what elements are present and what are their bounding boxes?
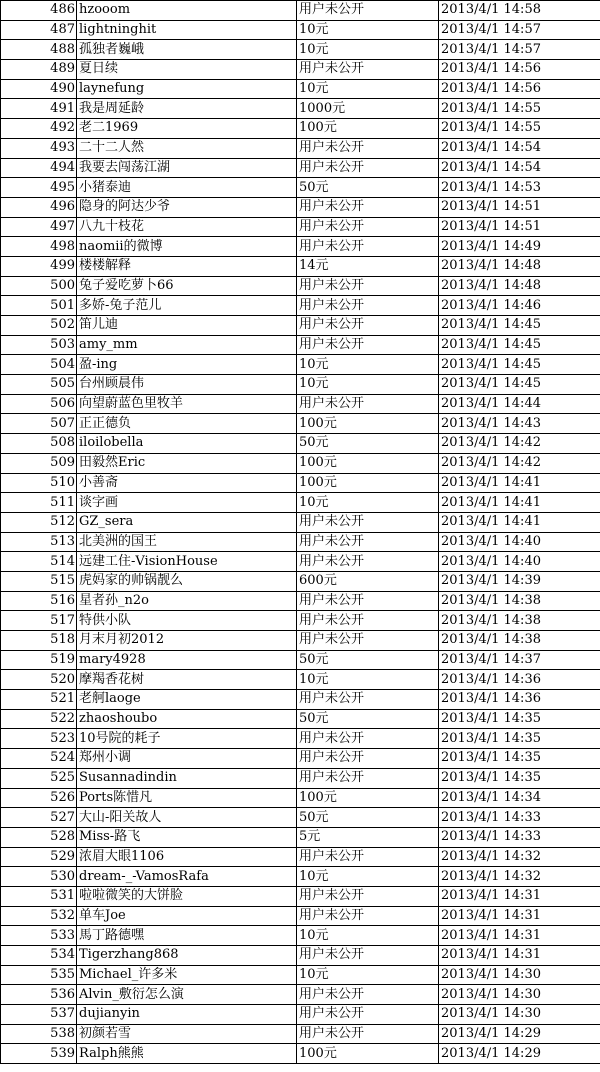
amount-cell: 用户未公开 [297, 512, 439, 532]
user-name-cell: 大山-阳关故人 [77, 808, 297, 828]
timestamp-cell: 2013/4/1 14:43 [439, 414, 600, 434]
amount-cell: 50元 [297, 434, 439, 454]
row-number-cell: 498 [1, 237, 77, 257]
row-number-cell: 497 [1, 217, 77, 237]
table-row [1, 414, 600, 434]
user-name-cell: 星者孙_n2o [77, 591, 297, 611]
row-number-cell: 496 [1, 197, 77, 217]
row-number-cell: 506 [1, 394, 77, 414]
user-name-cell: 远建工住-VisionHouse [77, 552, 297, 572]
table-row [1, 631, 600, 651]
timestamp-cell: 2013/4/1 14:42 [439, 434, 600, 454]
user-name-cell: GZ_sera [77, 512, 297, 532]
user-name-cell: Susannadindin [77, 768, 297, 788]
row-number-cell: 528 [1, 827, 77, 847]
user-name-cell: 向望蔚蓝色里牧羊 [77, 394, 297, 414]
amount-cell: 用户未公开 [297, 296, 439, 316]
user-name-cell: 隐身的阿达少爷 [77, 197, 297, 217]
amount-cell: 用户未公开 [297, 729, 439, 749]
user-name-cell: 田毅然Eric [77, 453, 297, 473]
table-row [1, 79, 600, 99]
row-number-cell: 508 [1, 434, 77, 454]
amount-cell: 50元 [297, 178, 439, 198]
timestamp-cell: 2013/4/1 14:31 [439, 926, 600, 946]
table-row [1, 355, 600, 375]
amount-cell: 50元 [297, 808, 439, 828]
row-number-cell: 522 [1, 709, 77, 729]
timestamp-cell: 2013/4/1 14:51 [439, 197, 600, 217]
row-number-cell: 494 [1, 158, 77, 178]
user-name-cell: lightninghit [77, 20, 297, 40]
row-number-cell: 518 [1, 631, 77, 651]
row-number-cell: 509 [1, 453, 77, 473]
amount-cell: 10元 [297, 867, 439, 887]
user-name-cell: 馬丁路德嘿 [77, 926, 297, 946]
user-name-cell: 浓眉大眼1106 [77, 847, 297, 867]
amount-cell: 100元 [297, 788, 439, 808]
table-row [1, 296, 600, 316]
timestamp-cell: 2013/4/1 14:51 [439, 217, 600, 237]
timestamp-cell: 2013/4/1 14:37 [439, 650, 600, 670]
table-row [1, 611, 600, 631]
user-name-cell: 老舸laoge [77, 690, 297, 710]
user-name-cell: 小善斋 [77, 473, 297, 493]
timestamp-cell: 2013/4/1 14:32 [439, 847, 600, 867]
row-number-cell: 492 [1, 119, 77, 139]
timestamp-cell: 2013/4/1 14:45 [439, 335, 600, 355]
table-row [1, 1044, 600, 1064]
user-name-cell: 台州顾晨伟 [77, 375, 297, 395]
timestamp-cell: 2013/4/1 14:38 [439, 611, 600, 631]
table-row [1, 394, 600, 414]
row-number-cell: 525 [1, 768, 77, 788]
row-number-cell: 523 [1, 729, 77, 749]
table-row [1, 20, 600, 40]
table-row [1, 1, 600, 21]
user-name-cell: 10号院的耗子 [77, 729, 297, 749]
table-row [1, 99, 600, 119]
user-name-cell: 二十二人然 [77, 138, 297, 158]
table-row [1, 375, 600, 395]
user-name-cell: 摩羯香花树 [77, 670, 297, 690]
amount-cell: 10元 [297, 926, 439, 946]
timestamp-cell: 2013/4/1 14:40 [439, 532, 600, 552]
amount-cell: 50元 [297, 709, 439, 729]
table-row [1, 138, 600, 158]
user-name-cell: 月末月初2012 [77, 631, 297, 651]
timestamp-cell: 2013/4/1 14:45 [439, 375, 600, 395]
amount-cell: 用户未公开 [297, 1005, 439, 1025]
table-row [1, 670, 600, 690]
timestamp-cell: 2013/4/1 14:41 [439, 512, 600, 532]
row-number-cell: 510 [1, 473, 77, 493]
user-name-cell: 单车Joe [77, 906, 297, 926]
amount-cell: 用户未公开 [297, 158, 439, 178]
table-row [1, 197, 600, 217]
timestamp-cell: 2013/4/1 14:40 [439, 552, 600, 572]
row-number-cell: 512 [1, 512, 77, 532]
user-name-cell: Michael_许多米 [77, 965, 297, 985]
amount-cell: 用户未公开 [297, 611, 439, 631]
table-row [1, 512, 600, 532]
row-number-cell: 501 [1, 296, 77, 316]
user-name-cell: mary4928 [77, 650, 297, 670]
user-name-cell: 谈字画 [77, 493, 297, 513]
table-row [1, 473, 600, 493]
timestamp-cell: 2013/4/1 14:35 [439, 749, 600, 769]
timestamp-cell: 2013/4/1 14:45 [439, 316, 600, 336]
amount-cell: 用户未公开 [297, 394, 439, 414]
row-number-cell: 495 [1, 178, 77, 198]
user-name-cell: 八九十枝花 [77, 217, 297, 237]
row-number-cell: 526 [1, 788, 77, 808]
amount-cell: 50元 [297, 650, 439, 670]
amount-cell: 10元 [297, 375, 439, 395]
table-row [1, 690, 600, 710]
timestamp-cell: 2013/4/1 14:41 [439, 473, 600, 493]
user-name-cell: 盈-ing [77, 355, 297, 375]
user-name-cell: 孤独者巍峨 [77, 40, 297, 60]
user-name-cell: 楼楼解释 [77, 256, 297, 276]
timestamp-cell: 2013/4/1 14:45 [439, 355, 600, 375]
row-number-cell: 515 [1, 571, 77, 591]
row-number-cell: 527 [1, 808, 77, 828]
user-name-cell: dream-_-VamosRafa [77, 867, 297, 887]
amount-cell: 10元 [297, 670, 439, 690]
timestamp-cell: 2013/4/1 14:36 [439, 670, 600, 690]
row-number-cell: 536 [1, 985, 77, 1005]
row-number-cell: 505 [1, 375, 77, 395]
table-row [1, 119, 600, 139]
timestamp-cell: 2013/4/1 14:34 [439, 788, 600, 808]
table-row [1, 788, 600, 808]
table-row [1, 729, 600, 749]
timestamp-cell: 2013/4/1 14:54 [439, 158, 600, 178]
timestamp-cell: 2013/4/1 14:30 [439, 1005, 600, 1025]
row-number-cell: 513 [1, 532, 77, 552]
table-row [1, 532, 600, 552]
amount-cell: 5元 [297, 827, 439, 847]
amount-cell: 用户未公开 [297, 197, 439, 217]
timestamp-cell: 2013/4/1 14:36 [439, 690, 600, 710]
row-number-cell: 520 [1, 670, 77, 690]
timestamp-cell: 2013/4/1 14:57 [439, 20, 600, 40]
row-number-cell: 517 [1, 611, 77, 631]
row-number-cell: 519 [1, 650, 77, 670]
table-row [1, 808, 600, 828]
amount-cell: 用户未公开 [297, 138, 439, 158]
row-number-cell: 499 [1, 256, 77, 276]
row-number-cell: 488 [1, 40, 77, 60]
row-number-cell: 491 [1, 99, 77, 119]
timestamp-cell: 2013/4/1 14:31 [439, 946, 600, 966]
amount-cell: 用户未公开 [297, 552, 439, 572]
user-name-cell: 啦啦微笑的大饼脸 [77, 886, 297, 906]
user-name-cell: 我要去闯荡江湖 [77, 158, 297, 178]
row-number-cell: 504 [1, 355, 77, 375]
user-name-cell: Ports陈惜凡 [77, 788, 297, 808]
timestamp-cell: 2013/4/1 14:35 [439, 768, 600, 788]
timestamp-cell: 2013/4/1 14:38 [439, 591, 600, 611]
amount-cell: 用户未公开 [297, 591, 439, 611]
row-number-cell: 529 [1, 847, 77, 867]
user-name-cell: 北美洲的国王 [77, 532, 297, 552]
amount-cell: 用户未公开 [297, 316, 439, 336]
timestamp-cell: 2013/4/1 14:30 [439, 985, 600, 1005]
row-number-cell: 500 [1, 276, 77, 296]
table-row [1, 650, 600, 670]
user-name-cell: 正正德负 [77, 414, 297, 434]
table-row [1, 237, 600, 257]
amount-cell: 14元 [297, 256, 439, 276]
table-row [1, 965, 600, 985]
user-name-cell: dujianyin [77, 1005, 297, 1025]
table-row [1, 316, 600, 336]
table-row [1, 434, 600, 454]
row-number-cell: 538 [1, 1024, 77, 1044]
amount-cell: 用户未公开 [297, 1, 439, 21]
user-name-cell: 我是周延龄 [77, 99, 297, 119]
timestamp-cell: 2013/4/1 14:31 [439, 906, 600, 926]
amount-cell: 用户未公开 [297, 768, 439, 788]
timestamp-cell: 2013/4/1 14:55 [439, 99, 600, 119]
user-name-cell: naomii的微博 [77, 237, 297, 257]
timestamp-cell: 2013/4/1 14:35 [439, 709, 600, 729]
timestamp-cell: 2013/4/1 14:29 [439, 1024, 600, 1044]
timestamp-cell: 2013/4/1 14:39 [439, 571, 600, 591]
user-name-cell: amy_mm [77, 335, 297, 355]
amount-cell: 用户未公开 [297, 276, 439, 296]
row-number-cell: 539 [1, 1044, 77, 1064]
user-name-cell: 夏日续 [77, 60, 297, 80]
table-row [1, 453, 600, 473]
table-row [1, 591, 600, 611]
table-row [1, 827, 600, 847]
row-number-cell: 535 [1, 965, 77, 985]
user-name-cell: laynefung [77, 79, 297, 99]
timestamp-cell: 2013/4/1 14:41 [439, 493, 600, 513]
timestamp-cell: 2013/4/1 14:30 [439, 965, 600, 985]
timestamp-cell: 2013/4/1 14:49 [439, 237, 600, 257]
amount-cell: 用户未公开 [297, 335, 439, 355]
amount-cell: 10元 [297, 965, 439, 985]
table-body [1, 1, 600, 1064]
timestamp-cell: 2013/4/1 14:32 [439, 867, 600, 887]
table-row [1, 60, 600, 80]
row-number-cell: 533 [1, 926, 77, 946]
row-number-cell: 532 [1, 906, 77, 926]
timestamp-cell: 2013/4/1 14:44 [439, 394, 600, 414]
timestamp-cell: 2013/4/1 14:56 [439, 79, 600, 99]
timestamp-cell: 2013/4/1 14:38 [439, 631, 600, 651]
table-row [1, 768, 600, 788]
timestamp-cell: 2013/4/1 14:29 [439, 1044, 600, 1064]
timestamp-cell: 2013/4/1 14:48 [439, 276, 600, 296]
user-name-cell: Ralph熊熊 [77, 1044, 297, 1064]
user-name-cell: 郑州小调 [77, 749, 297, 769]
table-row [1, 749, 600, 769]
table-row [1, 709, 600, 729]
row-number-cell: 507 [1, 414, 77, 434]
amount-cell: 10元 [297, 355, 439, 375]
user-name-cell: 小猪泰迪 [77, 178, 297, 198]
user-name-cell: 兔子爱吃萝卜66 [77, 276, 297, 296]
row-number-cell: 534 [1, 946, 77, 966]
user-name-cell: Tigerzhang868 [77, 946, 297, 966]
table-row [1, 867, 600, 887]
table-row [1, 1024, 600, 1044]
row-number-cell: 502 [1, 316, 77, 336]
table-row [1, 946, 600, 966]
table-row [1, 985, 600, 1005]
amount-cell: 用户未公开 [297, 60, 439, 80]
table-row [1, 847, 600, 867]
amount-cell: 用户未公开 [297, 217, 439, 237]
table-row [1, 217, 600, 237]
timestamp-cell: 2013/4/1 14:33 [439, 808, 600, 828]
table-row [1, 1005, 600, 1025]
amount-cell: 100元 [297, 473, 439, 493]
user-name-cell: 虎妈家的帅锅靓么 [77, 571, 297, 591]
user-name-cell: zhaoshoubo [77, 709, 297, 729]
row-number-cell: 524 [1, 749, 77, 769]
table-row [1, 276, 600, 296]
table-row [1, 906, 600, 926]
row-number-cell: 531 [1, 886, 77, 906]
user-name-cell: hzooom [77, 1, 297, 21]
timestamp-cell: 2013/4/1 14:53 [439, 178, 600, 198]
user-name-cell: 多娇-兔子范儿 [77, 296, 297, 316]
amount-cell: 用户未公开 [297, 906, 439, 926]
row-number-cell: 493 [1, 138, 77, 158]
amount-cell: 100元 [297, 1044, 439, 1064]
amount-cell: 用户未公开 [297, 532, 439, 552]
user-name-cell: Miss-路飞 [77, 827, 297, 847]
timestamp-cell: 2013/4/1 14:35 [439, 729, 600, 749]
table-row [1, 493, 600, 513]
user-name-cell: iloilobella [77, 434, 297, 454]
user-name-cell: 特供小队 [77, 611, 297, 631]
row-number-cell: 514 [1, 552, 77, 572]
row-number-cell: 490 [1, 79, 77, 99]
amount-cell: 用户未公开 [297, 1024, 439, 1044]
amount-cell: 600元 [297, 571, 439, 591]
amount-cell: 用户未公开 [297, 985, 439, 1005]
amount-cell: 用户未公开 [297, 631, 439, 651]
table-row [1, 926, 600, 946]
amount-cell: 10元 [297, 493, 439, 513]
user-name-cell: 老二1969 [77, 119, 297, 139]
timestamp-cell: 2013/4/1 14:57 [439, 40, 600, 60]
amount-cell: 用户未公开 [297, 690, 439, 710]
amount-cell: 用户未公开 [297, 237, 439, 257]
row-number-cell: 489 [1, 60, 77, 80]
user-name-cell: 初颜若雪 [77, 1024, 297, 1044]
table-row [1, 335, 600, 355]
table-row [1, 552, 600, 572]
amount-cell: 用户未公开 [297, 946, 439, 966]
timestamp-cell: 2013/4/1 14:55 [439, 119, 600, 139]
timestamp-cell: 2013/4/1 14:46 [439, 296, 600, 316]
timestamp-cell: 2013/4/1 14:31 [439, 886, 600, 906]
table-row [1, 158, 600, 178]
timestamp-cell: 2013/4/1 14:54 [439, 138, 600, 158]
row-number-cell: 511 [1, 493, 77, 513]
amount-cell: 100元 [297, 414, 439, 434]
timestamp-cell: 2013/4/1 14:56 [439, 60, 600, 80]
table-row [1, 178, 600, 198]
user-name-cell: 笛儿迪 [77, 316, 297, 336]
table-row [1, 886, 600, 906]
amount-cell: 10元 [297, 20, 439, 40]
amount-cell: 用户未公开 [297, 749, 439, 769]
amount-cell: 10元 [297, 79, 439, 99]
timestamp-cell: 2013/4/1 14:58 [439, 1, 600, 21]
row-number-cell: 516 [1, 591, 77, 611]
amount-cell: 用户未公开 [297, 847, 439, 867]
timestamp-cell: 2013/4/1 14:42 [439, 453, 600, 473]
table-row [1, 40, 600, 60]
table-row [1, 256, 600, 276]
amount-cell: 10元 [297, 40, 439, 60]
amount-cell: 100元 [297, 453, 439, 473]
table-row [1, 571, 600, 591]
amount-cell: 1000元 [297, 99, 439, 119]
row-number-cell: 537 [1, 1005, 77, 1025]
row-number-cell: 530 [1, 867, 77, 887]
user-name-cell: Alvin_敷衍怎么演 [77, 985, 297, 1005]
amount-cell: 100元 [297, 119, 439, 139]
timestamp-cell: 2013/4/1 14:48 [439, 256, 600, 276]
row-number-cell: 521 [1, 690, 77, 710]
row-number-cell: 503 [1, 335, 77, 355]
timestamp-cell: 2013/4/1 14:33 [439, 827, 600, 847]
row-number-cell: 487 [1, 20, 77, 40]
amount-cell: 用户未公开 [297, 886, 439, 906]
row-number-cell: 486 [1, 1, 77, 21]
